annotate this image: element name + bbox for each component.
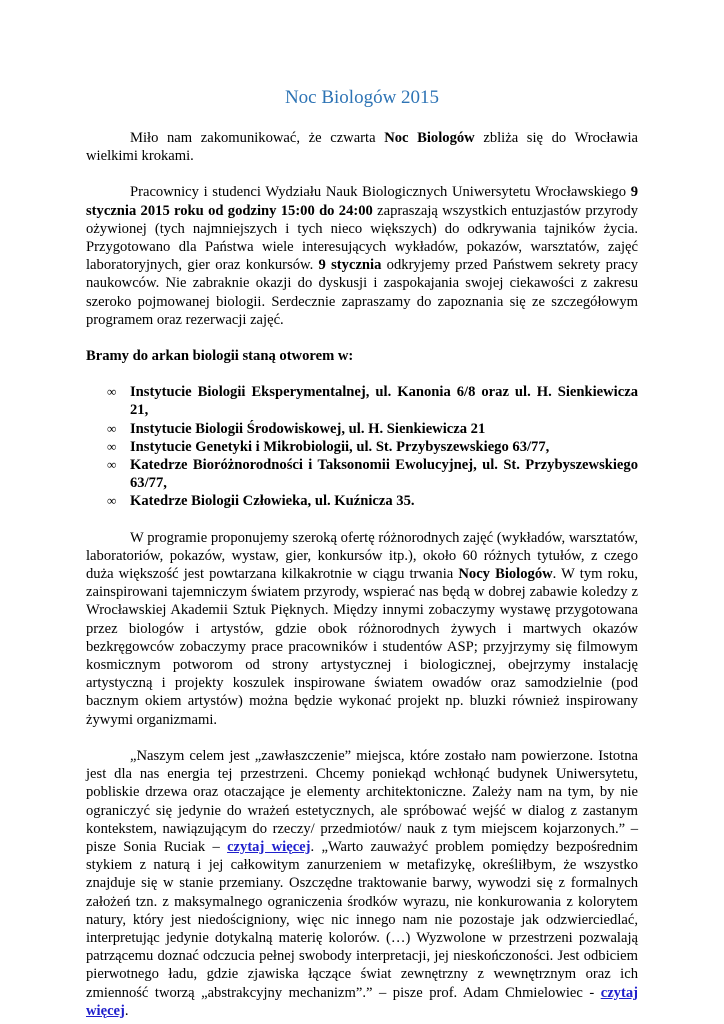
details-paragraph: [86, 183, 638, 329]
document-page: [86, 86, 638, 1020]
list-item: [107, 438, 638, 456]
text-run: zbliża się do Wrocławia wielkimi krokami.: [86, 130, 638, 165]
text-run: . „Warto zauważyć problem pomiędzy bezpośrednim stykiem z naturą i jej całkowitym zanurzeniem w metafizykę, określiłbym, że wszystko znajduje się w stanie przemiany. Oszczędne traktowanie barwy, wywodzi się z formalnych założeń tzn. z maksymalnego ograniczenia środków wyrazu, nie konkurowania z kolorytem natury, który jest niedościgniony, więc nic innego nam nie pozostaje jak odzwierciedlać, interpretując jedynie dotykalną materię kolorów. (…) Wyzwolone w przestrzeni pozwalają patrzącemu doznać odczucia pełnej swobody interpretacji, jej nieskończoności. Jest odbiciem pierwotnego ładu, gdzie zjawiska łączące świat zewnętrzny z wewnętrznym oraz ich zmienność tworzą „abstrakcyjny mechanizm”.” – pisze prof. Adam Chmielowiec -: [86, 838, 638, 1001]
infinity-bullet-icon: ∞: [107, 420, 117, 436]
page-title: Noc Biologów 2015: [284, 87, 440, 108]
bold-run: Nocy Biologów: [458, 566, 553, 583]
text-run: „Naszym celem jest „zawłaszczenie” miejsca, które zostało nam powierzone. Istotna jest dla nas energia tej przestrzeni. Chcemy poniekąd wchłonąć budynek Uniwersytetu, pobliskie drzewa oraz otaczające je elementy architektoniczne. Zależy nam na tym, by nie ograniczyć się jedynie do wrażeń estetycznych, ale spróbować wejść w dialog z zastanym kontekstem, nawiązującym do rzeczy/ przedmiotów/ nauk z tym miejscem kojarzonych.” – pisze Sonia Ruciak –: [86, 747, 638, 855]
list-item: [107, 420, 638, 438]
infinity-bullet-icon: ∞: [107, 493, 117, 509]
bold-run: Noc Biologów: [384, 130, 475, 146]
list-item-text: Instytucie Genetyki i Mikrobiologii, ul. St. Przybyszewskiego 63/77,: [130, 438, 550, 455]
list-item-text: Instytucie Biologii Środowiskowej, ul. H. Sienkiewicza 21: [130, 420, 486, 437]
text-run: Pracownicy i studenci Wydziału Nauk Biologicznych Uniwersytetu Wrocławskiego: [130, 184, 631, 201]
infinity-bullet-icon: ∞: [107, 384, 117, 400]
list-item: [107, 492, 638, 510]
read-more-link-1[interactable]: czytaj więcej: [227, 838, 311, 855]
list-item: [107, 383, 638, 419]
program-paragraph: [86, 529, 638, 729]
text-run: .: [124, 1002, 129, 1019]
read-more-link-2[interactable]: czytaj więcej: [86, 984, 638, 1019]
heading-text: Bramy do arkan biologii staną otworem w:: [86, 348, 354, 365]
quotes-paragraph: [86, 747, 638, 1020]
list-item-text: Katedrze Bioróżnorodności i Taksonomii Ewolucyjnej, ul. St. Przybyszewskiego 63/77,: [130, 457, 638, 492]
infinity-bullet-icon: ∞: [107, 457, 117, 473]
locations-list: [86, 383, 638, 510]
text-run: . W tym roku, zainspirowani tajemniczym światem przyrody, wspierać nas będą w dobrej zabawie koledzy z Wrocławskiej Akademii Sztuk Pięknych. Między innymi zobaczymy wystawę przygotowana przez biologów i artystów, gdzie obok różnorodnych żywych i martwych okazów bezkręgowców zobaczymy prace pracowników i studentów ASP; przyjrzymy się filmowym kosmicznym potworom od strony artystycznej i biologicznej, obejrzymy instalację artystyczną i projekty koszulek inspirowane światem owadów oraz samodzielnie (pod bacznym okiem artystów) można będzie wykonać projekt np. bluzki również inspirowany żywymi organizmami.: [86, 566, 638, 728]
bold-run: 9 stycznia: [318, 257, 382, 274]
section-heading: [86, 347, 638, 365]
intro-paragraph: [86, 129, 638, 165]
text-run: Miło nam zakomunikować, że czwarta: [130, 130, 385, 146]
list-item-text: Instytucie Biologii Eksperymentalnej, ul. Kanonia 6/8 oraz ul. H. Sienkiewicza 21,: [130, 384, 638, 419]
list-item: [107, 456, 638, 492]
infinity-bullet-icon: ∞: [107, 438, 117, 454]
list-item-text: Katedrze Biologii Człowieka, ul. Kuźnicza 35.: [130, 493, 415, 510]
text-run: zapraszają wszystkich entuzjastów przyrody ożywionej (tych najmniejszych i tych nieco większych) do odkrywania tajników życia. Przygotowano dla Państwa wiele interesujących wykładów, pokazów, warsztatów, zajęć laboratoryjnych, gier oraz konkursów.: [86, 202, 638, 274]
text-run: W programie proponujemy szeroką ofertę różnorodnych zajęć (wykładów, warsztatów, laboratoriów, pokazów, wystaw, gier, konkursów itp.), około 60 różnych tytułów, z czego duża większość jest powtarzana kilkakrotnie w ciągu trwania: [86, 529, 638, 583]
text-run: odkryjemy przed Państwem sekrety pracy naukowców. Nie zabraknie okazji do dyskusji i zaspokajania swojej ciekawości z zakresu szeroko pojmowanej biologii. Serdecznie zapraszamy do zapoznania się ze szczegółowym programem oraz rezerwacji zajęć.: [86, 257, 638, 328]
bold-run: 9 stycznia 2015 roku od godziny 15:00 do 24:00: [86, 184, 638, 219]
